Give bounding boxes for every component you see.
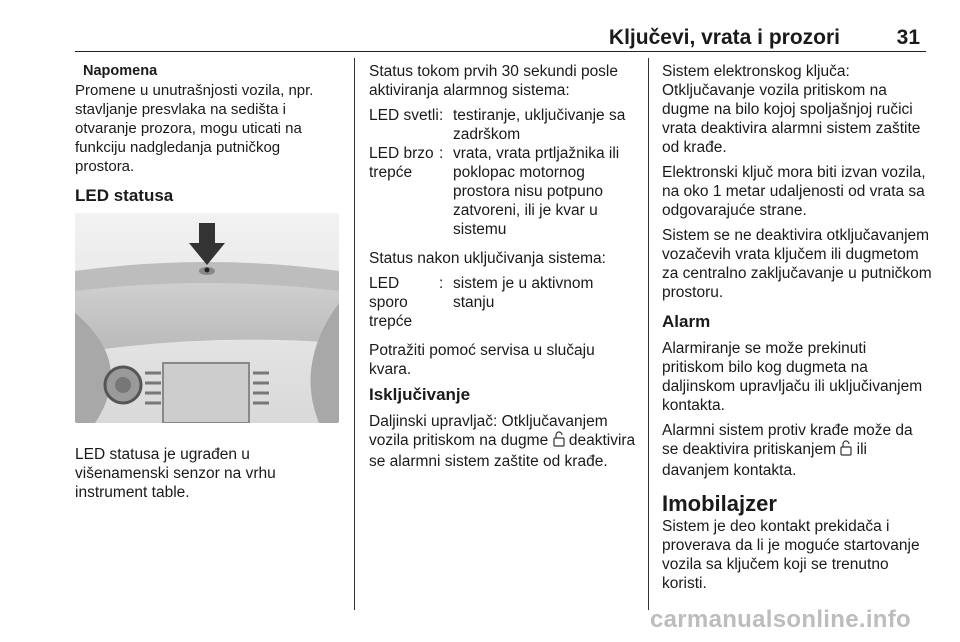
unlock-icon: [840, 440, 852, 461]
header-rule: [75, 51, 926, 52]
disable-text-end: deaktivira se alarmni sistem zaštite od krađe.: [369, 432, 636, 470]
disable-text: [369, 412, 639, 471]
dashboard-illustration: [75, 213, 339, 423]
page-header: [75, 26, 926, 52]
keyless-text: Sistem elektronskog ključa: Otključavanje vozila pritiskom na dugme na bilo kojoj spoljašnjoj ručici vrata deaktivira alarmni sistem zaštite od krađe.: [662, 63, 921, 156]
unlock-icon: [553, 431, 565, 452]
column-2: [369, 62, 639, 477]
column-1: [75, 62, 343, 508]
disable-text-start: Daljinski upravljač: Otključavanjem vozila pritiskom na dugme: [369, 413, 608, 449]
chapter-title: Ključevi, vrata i prozori: [608, 26, 840, 49]
alarm-text-2-end: ili davanjem kontakta.: [662, 441, 867, 479]
section-heading-led: LED statusa: [75, 186, 174, 205]
alarm-text-2: [662, 421, 932, 480]
status-table-2: [369, 274, 639, 331]
note-body: Promene u unutrašnjosti vozila, npr. stavljanje presvlaka na sedišta i otvaranje prozora, mogu uticati na funkciju nadgledanja putničkog prostora.: [75, 82, 314, 175]
status-row: [369, 274, 639, 331]
led-caption: LED statusa je ugrađen u višenamenski senzor na vrhu instrument table.: [75, 446, 276, 501]
immobilizer-text: Sistem je deo kontakt prekidača i proverava da li je moguće startovanje vozila sa ključem koji se trenutno koristi.: [662, 518, 920, 592]
status-intro-1: Status tokom prvih 30 sekundi posle aktiviranja alarmnog sistema:: [369, 63, 618, 99]
status-intro-2: Status nakon uključivanja sistema:: [369, 250, 606, 267]
status-value: testiranje, uključivanje sa zadrškom: [453, 107, 626, 143]
status-value: sistem je u aktivnom stanju: [453, 275, 594, 311]
service-text: Potražiti pomoć servisa u slučaju kvara.: [369, 342, 595, 378]
note-title: Napomena: [83, 63, 158, 79]
section-heading-alarm: Alarm: [662, 312, 711, 331]
status-table-1: [369, 106, 639, 239]
status-row: [369, 106, 639, 144]
section-heading-immobilizer: Imobilajzer: [662, 491, 777, 516]
column-divider: [354, 58, 355, 610]
status-key: LED sporo trepće: [369, 275, 413, 330]
section-heading-disable: Isključivanje: [369, 385, 471, 404]
alarm-text-1: Alarmiranje se može prekinuti pritiskom bilo kog dugmeta na daljinskom upravljaču ili uključivanjem kontakta.: [662, 340, 923, 414]
status-value: vrata, vrata prtljažnika ili poklopac motornog prostora nisu potpuno zatvoreni, ili je kvar u sistemu: [453, 145, 620, 238]
page-number: 31: [896, 26, 920, 49]
key-distance-text: Elektronski ključ mora biti izvan vozila, na oko 1 metar udaljenosti od vrata sa odgovarajuće strane.: [662, 164, 926, 219]
watermark: carmanualsonline.info: [650, 606, 912, 633]
colon: :: [439, 145, 444, 162]
status-row: [369, 144, 639, 239]
status-key: LED brzo trepće: [369, 145, 434, 181]
alarm-text-2-start: Alarmni sistem protiv krađe može da se deaktivira pritiskanjem: [662, 422, 913, 458]
no-deactivate-text: Sistem se ne deaktivira otključavanjem vozačevih vrata ključem ili dugmetom za centralno zaključavanje u putničkom prostoru.: [662, 227, 932, 301]
colon: :: [439, 275, 444, 292]
column-3: [662, 62, 932, 599]
colon: :: [439, 107, 444, 124]
status-key: LED svetli: [369, 107, 439, 124]
column-divider: [648, 58, 649, 610]
